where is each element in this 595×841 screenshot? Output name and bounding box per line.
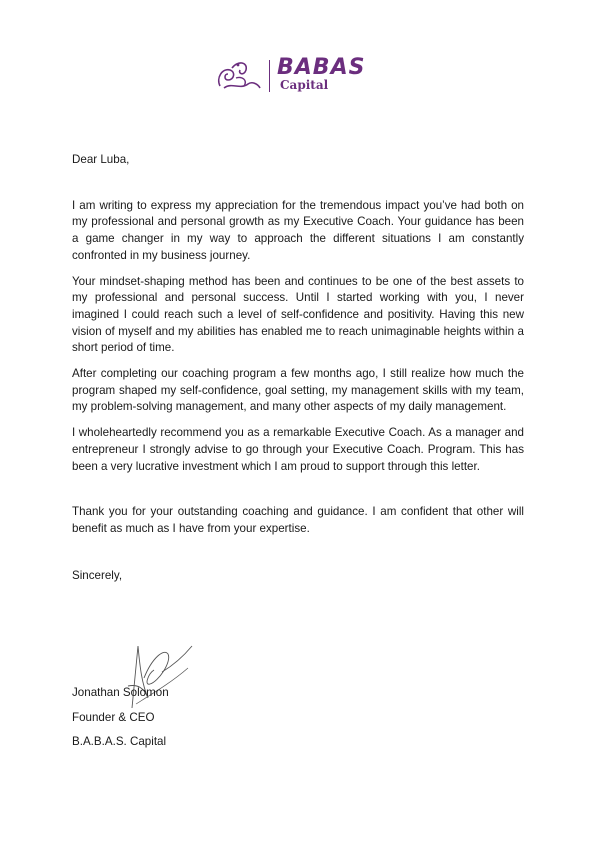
logo-wordmark: BABAS [277, 55, 366, 80]
paragraph-5: Thank you for your outstanding coaching and guidance. I am confident that other will benefit as much as I have from your expertise. [72, 505, 524, 535]
signer-name: Jonathan Solomon [72, 686, 169, 699]
paragraph-4: I wholeheartedly recommend you as a remarkable Executive Coach. As a manager and entrepreneur I strongly advise to go through your Executive Coach. Program. This has been a very lucrative investment which I am proud to support through this letter. [72, 426, 524, 473]
signer-company: B.A.B.A.S. Capital [72, 735, 167, 748]
logo-divider [269, 60, 270, 92]
signer-title: Founder & CEO [72, 711, 155, 724]
paragraph-2: Your mindset-shaping method has been and continues to be one of the best assets to my professional and personal success. Until I started working with you, I never imagined I could reach such a level of self-confidence and positivity. Having this new vision of myself and my abilities has enabled me to reach unimaginable heights within a short period of time. [72, 274, 524, 355]
logo-subtitle: Capital [280, 78, 329, 92]
paragraph-1: I am writing to express my appreciation for the tremendous impact you’ve had both on my professional and personal growth as my Executive Coach. Your guidance has been a game changer in my way to approach the different situations I am constantly confronted in my business journey. [72, 198, 524, 262]
salutation: Dear Luba, [72, 153, 130, 166]
company-logo [214, 56, 384, 96]
closing: Sincerely, [72, 568, 123, 582]
logo-mark-icon [214, 56, 264, 96]
paragraph-3: After completing our coaching program a few months ago, I still realize how much the program shaped my self-confidence, goal setting, my management skills with my team, my problem-solving management, and many other aspects of my daily management. [72, 367, 524, 414]
letter-body [72, 152, 524, 584]
handwritten-signature [118, 638, 198, 718]
